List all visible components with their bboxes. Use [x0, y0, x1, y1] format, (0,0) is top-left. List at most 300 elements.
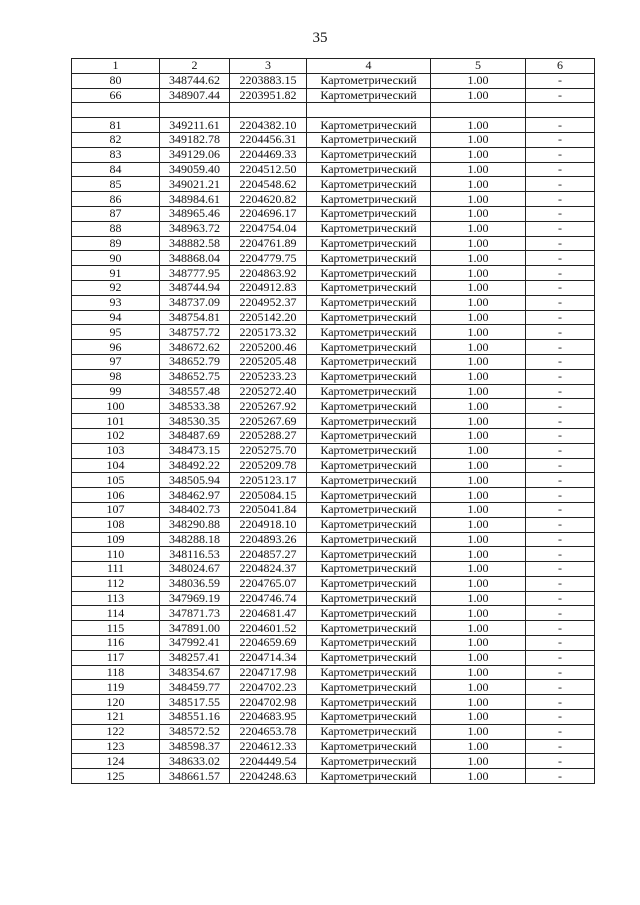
point-number-cell: 92	[72, 280, 160, 295]
method-cell: Картометрический	[307, 576, 431, 591]
table-row	[72, 665, 595, 680]
table-row	[72, 680, 595, 695]
table-row	[72, 162, 595, 177]
header-cell-3: 3	[230, 59, 307, 74]
table-row	[72, 340, 595, 355]
accuracy-cell: 1.00	[431, 576, 526, 591]
point-number-cell: 94	[72, 310, 160, 325]
y-coordinate-cell: 2204761.89	[230, 236, 307, 251]
method-cell: Картометрический	[307, 428, 431, 443]
point-number-cell: 112	[72, 576, 160, 591]
method-cell: Картометрический	[307, 132, 431, 147]
method-cell: Картометрический	[307, 310, 431, 325]
table-row	[72, 384, 595, 399]
accuracy-cell: 1.00	[431, 73, 526, 88]
y-coordinate-cell: 2204548.62	[230, 177, 307, 192]
x-coordinate-cell: 348963.72	[160, 221, 230, 236]
x-coordinate-cell: 347969.19	[160, 591, 230, 606]
y-coordinate-cell: 2205084.15	[230, 488, 307, 503]
point-number-cell: 101	[72, 414, 160, 429]
accuracy-cell: 1.00	[431, 118, 526, 133]
x-coordinate-cell: 347891.00	[160, 621, 230, 636]
point-number-cell: 113	[72, 591, 160, 606]
note-cell: -	[526, 177, 595, 192]
x-coordinate-cell: 348551.16	[160, 710, 230, 725]
note-cell: -	[526, 266, 595, 281]
note-cell: -	[526, 354, 595, 369]
point-number-cell: 123	[72, 739, 160, 754]
note-cell: -	[526, 369, 595, 384]
point-number-cell: 103	[72, 443, 160, 458]
y-coordinate-cell: 2203951.82	[230, 88, 307, 103]
x-coordinate-cell: 349129.06	[160, 147, 230, 162]
accuracy-cell: 1.00	[431, 325, 526, 340]
table-row	[72, 636, 595, 651]
y-coordinate-cell: 2204918.10	[230, 517, 307, 532]
method-cell: Картометрический	[307, 295, 431, 310]
y-coordinate-cell: 2204702.23	[230, 680, 307, 695]
y-coordinate-cell: 2205288.27	[230, 428, 307, 443]
y-coordinate-cell: 2204857.27	[230, 547, 307, 562]
method-cell: Картометрический	[307, 532, 431, 547]
y-coordinate-cell: 2204248.63	[230, 769, 307, 784]
method-cell: Картометрический	[307, 192, 431, 207]
note-cell: -	[526, 162, 595, 177]
point-number-cell: 124	[72, 754, 160, 769]
y-coordinate-cell: 2205267.92	[230, 399, 307, 414]
table-body	[72, 59, 595, 784]
y-coordinate-cell: 2204863.92	[230, 266, 307, 281]
table-row	[72, 251, 595, 266]
point-number-cell: 125	[72, 769, 160, 784]
accuracy-cell: 1.00	[431, 695, 526, 710]
accuracy-cell: 1.00	[431, 754, 526, 769]
point-number-cell: 117	[72, 650, 160, 665]
method-cell: Картометрический	[307, 710, 431, 725]
table-row	[72, 310, 595, 325]
method-cell: Картометрический	[307, 665, 431, 680]
x-coordinate-cell: 348530.35	[160, 414, 230, 429]
header-cell-2: 2	[160, 59, 230, 74]
accuracy-cell: 1.00	[431, 369, 526, 384]
note-cell: -	[526, 532, 595, 547]
y-coordinate-cell: 2204696.17	[230, 206, 307, 221]
method-cell: Картометрический	[307, 621, 431, 636]
method-cell: Картометрический	[307, 650, 431, 665]
table-row	[72, 724, 595, 739]
note-cell: -	[526, 739, 595, 754]
y-coordinate-cell: 2204601.52	[230, 621, 307, 636]
x-coordinate-cell: 348868.04	[160, 251, 230, 266]
table-row	[72, 576, 595, 591]
y-coordinate-cell: 2204893.26	[230, 532, 307, 547]
note-cell: -	[526, 384, 595, 399]
point-number-cell: 97	[72, 354, 160, 369]
accuracy-cell: 1.00	[431, 266, 526, 281]
method-cell: Картометрический	[307, 458, 431, 473]
x-coordinate-cell: 348402.73	[160, 502, 230, 517]
method-cell: Картометрический	[307, 384, 431, 399]
y-coordinate-cell: 2204382.10	[230, 118, 307, 133]
y-coordinate-cell: 2205275.70	[230, 443, 307, 458]
method-cell: Картометрический	[307, 73, 431, 88]
accuracy-cell: 1.00	[431, 132, 526, 147]
method-cell: Картометрический	[307, 739, 431, 754]
note-cell: -	[526, 502, 595, 517]
accuracy-cell: 1.00	[431, 177, 526, 192]
accuracy-cell: 1.00	[431, 428, 526, 443]
accuracy-cell: 1.00	[431, 724, 526, 739]
x-coordinate-cell: 348517.55	[160, 695, 230, 710]
table-row	[72, 177, 595, 192]
accuracy-cell: 1.00	[431, 206, 526, 221]
accuracy-cell: 1.00	[431, 665, 526, 680]
method-cell: Картометрический	[307, 724, 431, 739]
x-coordinate-cell: 348744.62	[160, 73, 230, 88]
x-coordinate-cell	[160, 103, 230, 118]
x-coordinate-cell: 348557.48	[160, 384, 230, 399]
point-number-cell: 99	[72, 384, 160, 399]
table-row	[72, 502, 595, 517]
y-coordinate-cell: 2204779.75	[230, 251, 307, 266]
table-row	[72, 621, 595, 636]
method-cell: Картометрический	[307, 502, 431, 517]
table-row	[72, 132, 595, 147]
table-row	[72, 354, 595, 369]
method-cell: Картометрический	[307, 473, 431, 488]
table-row	[72, 473, 595, 488]
note-cell: -	[526, 562, 595, 577]
point-number-cell: 115	[72, 621, 160, 636]
note-cell: -	[526, 206, 595, 221]
point-number-cell: 119	[72, 680, 160, 695]
table-row	[72, 147, 595, 162]
table-row	[72, 458, 595, 473]
header-cell-5: 5	[431, 59, 526, 74]
accuracy-cell: 1.00	[431, 88, 526, 103]
x-coordinate-cell: 348505.94	[160, 473, 230, 488]
accuracy-cell: 1.00	[431, 710, 526, 725]
note-cell: -	[526, 621, 595, 636]
x-coordinate-cell: 348036.59	[160, 576, 230, 591]
accuracy-cell: 1.00	[431, 591, 526, 606]
note-cell: -	[526, 606, 595, 621]
note-cell: -	[526, 251, 595, 266]
accuracy-cell: 1.00	[431, 739, 526, 754]
x-coordinate-cell: 348652.79	[160, 354, 230, 369]
y-coordinate-cell: 2204653.78	[230, 724, 307, 739]
accuracy-cell: 1.00	[431, 650, 526, 665]
coordinates-table	[71, 58, 595, 784]
table-row	[72, 443, 595, 458]
table-row	[72, 739, 595, 754]
table-row	[72, 192, 595, 207]
header-cell-4: 4	[307, 59, 431, 74]
point-number-cell: 96	[72, 340, 160, 355]
method-cell: Картометрический	[307, 162, 431, 177]
y-coordinate-cell: 2204824.37	[230, 562, 307, 577]
point-number-cell: 111	[72, 562, 160, 577]
method-cell: Картометрический	[307, 547, 431, 562]
accuracy-cell: 1.00	[431, 473, 526, 488]
method-cell: Картометрический	[307, 591, 431, 606]
note-cell: -	[526, 236, 595, 251]
note-cell: -	[526, 636, 595, 651]
note-cell: -	[526, 695, 595, 710]
page-number: 35	[312, 30, 328, 46]
note-cell: -	[526, 73, 595, 88]
table-row	[72, 221, 595, 236]
table-row	[72, 769, 595, 784]
y-coordinate-cell: 2204469.33	[230, 147, 307, 162]
x-coordinate-cell: 348354.67	[160, 665, 230, 680]
table-row	[72, 488, 595, 503]
accuracy-cell: 1.00	[431, 236, 526, 251]
point-number-cell: 118	[72, 665, 160, 680]
note-cell: -	[526, 428, 595, 443]
method-cell: Картометрический	[307, 266, 431, 281]
accuracy-cell: 1.00	[431, 621, 526, 636]
accuracy-cell: 1.00	[431, 636, 526, 651]
x-coordinate-cell: 348290.88	[160, 517, 230, 532]
y-coordinate-cell: 2204714.34	[230, 650, 307, 665]
method-cell: Картометрический	[307, 695, 431, 710]
table-row	[72, 369, 595, 384]
point-number-cell: 84	[72, 162, 160, 177]
note-cell: -	[526, 724, 595, 739]
note-cell: -	[526, 118, 595, 133]
note-cell: -	[526, 680, 595, 695]
x-coordinate-cell: 348473.15	[160, 443, 230, 458]
y-coordinate-cell: 2205233.23	[230, 369, 307, 384]
note-cell: -	[526, 192, 595, 207]
y-coordinate-cell: 2204952.37	[230, 295, 307, 310]
note-cell: -	[526, 547, 595, 562]
method-cell: Картометрический	[307, 118, 431, 133]
note-cell: -	[526, 340, 595, 355]
point-number-cell: 105	[72, 473, 160, 488]
accuracy-cell: 1.00	[431, 384, 526, 399]
table-row	[72, 562, 595, 577]
y-coordinate-cell: 2204702.98	[230, 695, 307, 710]
method-cell: Картометрический	[307, 221, 431, 236]
point-number-cell: 114	[72, 606, 160, 621]
note-cell: -	[526, 147, 595, 162]
accuracy-cell: 1.00	[431, 562, 526, 577]
note-cell	[526, 103, 595, 118]
method-cell: Картометрический	[307, 517, 431, 532]
x-coordinate-cell: 348754.81	[160, 310, 230, 325]
point-number-cell: 122	[72, 724, 160, 739]
y-coordinate-cell: 2204912.83	[230, 280, 307, 295]
point-number-cell: 90	[72, 251, 160, 266]
method-cell: Картометрический	[307, 680, 431, 695]
note-cell: -	[526, 473, 595, 488]
note-cell: -	[526, 576, 595, 591]
header-cell-1: 1	[72, 59, 160, 74]
point-number-cell: 98	[72, 369, 160, 384]
method-cell: Картометрический	[307, 206, 431, 221]
method-cell: Картометрический	[307, 399, 431, 414]
point-number-cell: 102	[72, 428, 160, 443]
point-number-cell: 91	[72, 266, 160, 281]
y-coordinate-cell: 2204449.54	[230, 754, 307, 769]
y-coordinate-cell: 2205267.69	[230, 414, 307, 429]
accuracy-cell	[431, 103, 526, 118]
note-cell: -	[526, 488, 595, 503]
point-number-cell: 89	[72, 236, 160, 251]
y-coordinate-cell: 2205272.40	[230, 384, 307, 399]
note-cell: -	[526, 88, 595, 103]
point-number-cell: 116	[72, 636, 160, 651]
note-cell: -	[526, 650, 595, 665]
table-row	[72, 695, 595, 710]
x-coordinate-cell: 348757.72	[160, 325, 230, 340]
point-number-cell: 86	[72, 192, 160, 207]
y-coordinate-cell: 2204456.31	[230, 132, 307, 147]
x-coordinate-cell: 348572.52	[160, 724, 230, 739]
accuracy-cell: 1.00	[431, 251, 526, 266]
y-coordinate-cell: 2204612.33	[230, 739, 307, 754]
method-cell	[307, 103, 431, 118]
method-cell: Картометрический	[307, 488, 431, 503]
x-coordinate-cell: 348633.02	[160, 754, 230, 769]
x-coordinate-cell: 348024.67	[160, 562, 230, 577]
note-cell: -	[526, 132, 595, 147]
accuracy-cell: 1.00	[431, 399, 526, 414]
x-coordinate-cell: 348116.53	[160, 547, 230, 562]
y-coordinate-cell: 2205123.17	[230, 473, 307, 488]
method-cell: Картометрический	[307, 88, 431, 103]
point-number-cell: 121	[72, 710, 160, 725]
point-number-cell: 110	[72, 547, 160, 562]
method-cell: Картометрический	[307, 340, 431, 355]
table-row	[72, 88, 595, 103]
table-row	[72, 650, 595, 665]
y-coordinate-cell	[230, 103, 307, 118]
table-row	[72, 103, 595, 118]
table-row	[72, 266, 595, 281]
note-cell: -	[526, 280, 595, 295]
x-coordinate-cell: 348661.57	[160, 769, 230, 784]
accuracy-cell: 1.00	[431, 443, 526, 458]
point-number-cell: 87	[72, 206, 160, 221]
note-cell: -	[526, 458, 595, 473]
accuracy-cell: 1.00	[431, 547, 526, 562]
accuracy-cell: 1.00	[431, 502, 526, 517]
method-cell: Картометрический	[307, 769, 431, 784]
table-row	[72, 280, 595, 295]
point-number-cell: 107	[72, 502, 160, 517]
y-coordinate-cell: 2205205.48	[230, 354, 307, 369]
header-cell-6: 6	[526, 59, 595, 74]
table-header-row	[72, 59, 595, 74]
accuracy-cell: 1.00	[431, 680, 526, 695]
point-number-cell: 85	[72, 177, 160, 192]
table-row	[72, 399, 595, 414]
point-number-cell: 104	[72, 458, 160, 473]
point-number-cell: 120	[72, 695, 160, 710]
note-cell: -	[526, 414, 595, 429]
note-cell: -	[526, 754, 595, 769]
table-row	[72, 754, 595, 769]
x-coordinate-cell: 348907.44	[160, 88, 230, 103]
y-coordinate-cell: 2204512.50	[230, 162, 307, 177]
y-coordinate-cell: 2205142.20	[230, 310, 307, 325]
point-number-cell: 82	[72, 132, 160, 147]
method-cell: Картометрический	[307, 369, 431, 384]
table-row	[72, 118, 595, 133]
point-number-cell: 88	[72, 221, 160, 236]
x-coordinate-cell: 347992.41	[160, 636, 230, 651]
table-row	[72, 236, 595, 251]
accuracy-cell: 1.00	[431, 769, 526, 784]
method-cell: Картометрический	[307, 280, 431, 295]
x-coordinate-cell: 348487.69	[160, 428, 230, 443]
accuracy-cell: 1.00	[431, 488, 526, 503]
x-coordinate-cell: 348459.77	[160, 680, 230, 695]
method-cell: Картометрический	[307, 414, 431, 429]
table-row	[72, 547, 595, 562]
x-coordinate-cell: 348744.94	[160, 280, 230, 295]
accuracy-cell: 1.00	[431, 221, 526, 236]
x-coordinate-cell: 347871.73	[160, 606, 230, 621]
method-cell: Картометрический	[307, 606, 431, 621]
table-row	[72, 295, 595, 310]
y-coordinate-cell: 2203883.15	[230, 73, 307, 88]
note-cell: -	[526, 295, 595, 310]
y-coordinate-cell: 2204746.74	[230, 591, 307, 606]
point-number-cell: 93	[72, 295, 160, 310]
y-coordinate-cell: 2204681.47	[230, 606, 307, 621]
table-row	[72, 206, 595, 221]
x-coordinate-cell: 348672.62	[160, 340, 230, 355]
x-coordinate-cell: 349182.78	[160, 132, 230, 147]
y-coordinate-cell: 2205200.46	[230, 340, 307, 355]
table-row	[72, 325, 595, 340]
y-coordinate-cell: 2204683.95	[230, 710, 307, 725]
table-row	[72, 606, 595, 621]
note-cell: -	[526, 221, 595, 236]
point-number-cell: 80	[72, 73, 160, 88]
method-cell: Картометрический	[307, 177, 431, 192]
x-coordinate-cell: 349211.61	[160, 118, 230, 133]
table-row	[72, 428, 595, 443]
y-coordinate-cell: 2205173.32	[230, 325, 307, 340]
x-coordinate-cell: 348882.58	[160, 236, 230, 251]
x-coordinate-cell: 348288.18	[160, 532, 230, 547]
x-coordinate-cell: 348984.61	[160, 192, 230, 207]
accuracy-cell: 1.00	[431, 192, 526, 207]
note-cell: -	[526, 310, 595, 325]
note-cell: -	[526, 591, 595, 606]
point-number-cell: 108	[72, 517, 160, 532]
x-coordinate-cell: 348533.38	[160, 399, 230, 414]
x-coordinate-cell: 348492.22	[160, 458, 230, 473]
note-cell: -	[526, 399, 595, 414]
table-row	[72, 517, 595, 532]
method-cell: Картометрический	[307, 562, 431, 577]
x-coordinate-cell: 348257.41	[160, 650, 230, 665]
point-number-cell	[72, 103, 160, 118]
x-coordinate-cell: 348965.46	[160, 206, 230, 221]
x-coordinate-cell: 349059.40	[160, 162, 230, 177]
x-coordinate-cell: 349021.21	[160, 177, 230, 192]
point-number-cell: 109	[72, 532, 160, 547]
x-coordinate-cell: 348652.75	[160, 369, 230, 384]
point-number-cell: 83	[72, 147, 160, 162]
accuracy-cell: 1.00	[431, 340, 526, 355]
